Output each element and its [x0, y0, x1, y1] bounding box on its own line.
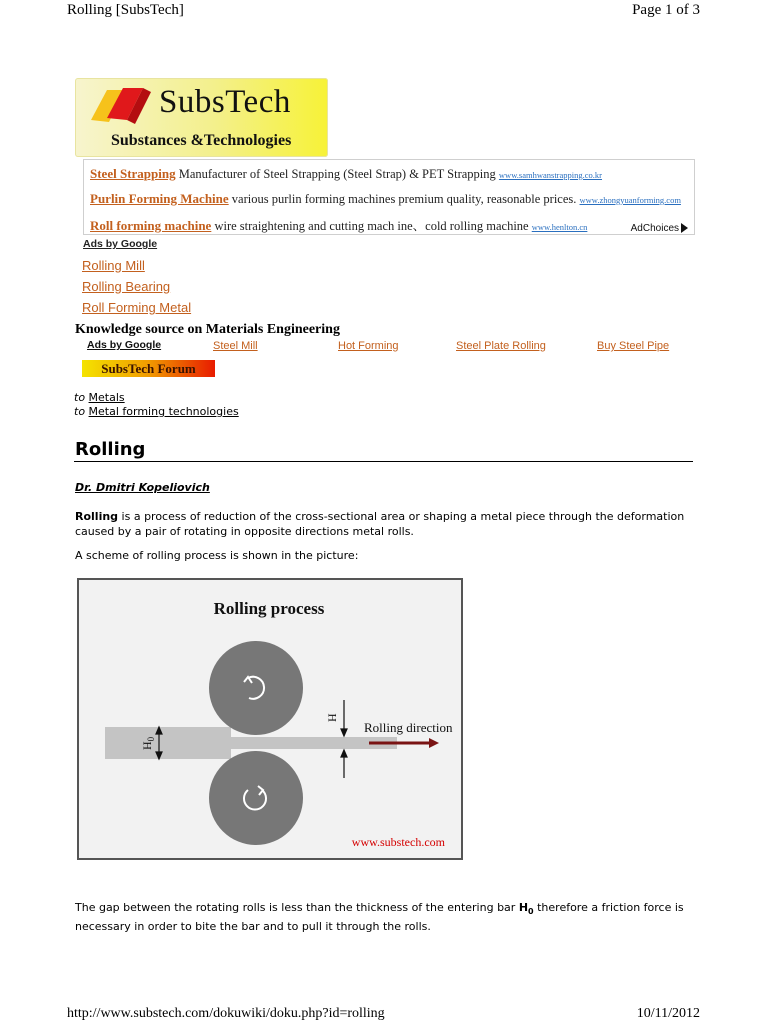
rolling-process-figure [77, 578, 463, 860]
ad-box [83, 159, 695, 235]
ad-url[interactable]: www.zhongyuanforming.com [579, 195, 681, 205]
logo-name: SubsTech [159, 84, 291, 120]
ad-description: various purlin forming machines premium quality, reasonable prices. [231, 192, 577, 206]
page-header-title: Rolling [SubsTech] [67, 2, 184, 18]
ad-link-rolling-mill[interactable]: Rolling Mill [82, 258, 145, 273]
breadcrumb-link-metals[interactable]: Metals [88, 391, 125, 404]
lower-roll [209, 751, 303, 845]
scheme-paragraph: A scheme of rolling process is shown in the picture: [75, 549, 359, 562]
ad-link-hot-forming[interactable]: Hot Forming [338, 340, 399, 352]
direction-label: Rolling direction [364, 720, 453, 735]
breadcrumb [74, 405, 239, 418]
ad-title[interactable]: Purlin Forming Machine [90, 191, 229, 206]
figure-title: Rolling process [213, 599, 325, 618]
ad-link-rolling-bearing[interactable]: Rolling Bearing [82, 279, 171, 294]
page-number: Page 1 of 3 [632, 2, 700, 18]
forum-button[interactable]: SubsTech Forum [82, 360, 215, 377]
gap-h0: $H_0$ [518, 901, 534, 917]
ad-link-steel-mill[interactable]: Steel Mill [213, 340, 258, 352]
ad-link-buy-steel-pipe[interactable]: Buy Steel Pipe [597, 340, 670, 352]
h-label: H [325, 713, 339, 722]
breadcrumb-prefix: to [74, 405, 86, 418]
ad-url[interactable]: www.samhwanstrapping.co.kr [498, 170, 603, 180]
ad-item[interactable] [90, 166, 602, 182]
entering-bar [105, 727, 231, 759]
footer-date: 10/11/2012 [636, 1006, 700, 1021]
ad-description: wire straightening and cutting mach ine、cold rolling machine [214, 219, 529, 233]
intro-term: Rolling [75, 510, 119, 523]
ad-item[interactable] [90, 216, 587, 234]
gap-text-1: The gap between the rotating rolls is less than the thickness of the entering bar [75, 901, 519, 914]
breadcrumb-prefix: to [74, 391, 86, 404]
ad-title[interactable]: Steel Strapping [90, 166, 176, 181]
adchoices-label: AdChoices [630, 223, 679, 234]
intro-paragraph [75, 509, 695, 539]
ad-item[interactable] [90, 191, 681, 207]
title-divider [74, 461, 693, 462]
logo-tagline: Substances &Technologies [111, 132, 292, 149]
ad-url[interactable]: www.henlton.cn [531, 222, 588, 232]
substech-logo[interactable] [75, 78, 328, 157]
page-title: Rolling [75, 439, 146, 460]
gap-text-2: therefore a friction force is necessary in order to bite the bar and to pull it through the rolls. [75, 901, 684, 934]
figure-watermark: www.substech.com [351, 835, 445, 849]
logo-mark-icon [85, 84, 155, 128]
breadcrumb [74, 391, 125, 404]
ad-link-roll-forming-metal[interactable]: Roll Forming Metal [82, 300, 192, 315]
adchoices-link[interactable] [631, 223, 688, 234]
upper-roll [209, 641, 303, 735]
author-link[interactable]: Dr. Dmitri Kopeliovich [75, 481, 210, 494]
breadcrumb-link-metal-forming[interactable]: Metal forming technologies [88, 405, 239, 418]
ad-description: Manufacturer of Steel Strapping (Steel Strap) & PET Strapping [178, 167, 496, 181]
ad-title[interactable]: Roll forming machine [90, 218, 212, 233]
knowledge-heading: Knowledge source on Materials Engineering [75, 322, 340, 337]
intro-text: is a process of reduction of the cross-sectional area or shaping a metal piece through the deformation caused by a pair of rotating in opposite directions metal rolls. [75, 510, 685, 538]
gap-paragraph [75, 900, 695, 934]
ads-by-google-link[interactable]: Ads by Google [83, 238, 158, 250]
h0-label: $H_0$ [140, 736, 156, 750]
rolling-process-diagram [79, 580, 461, 858]
footer-url: http://www.substech.com/dokuwiki/doku.php?id=rolling [67, 1006, 385, 1021]
adchoices-icon [681, 223, 688, 233]
ad-link-steel-plate-rolling[interactable]: Steel Plate Rolling [456, 340, 546, 352]
ads-by-google-link-2[interactable]: Ads by Google [87, 339, 162, 351]
